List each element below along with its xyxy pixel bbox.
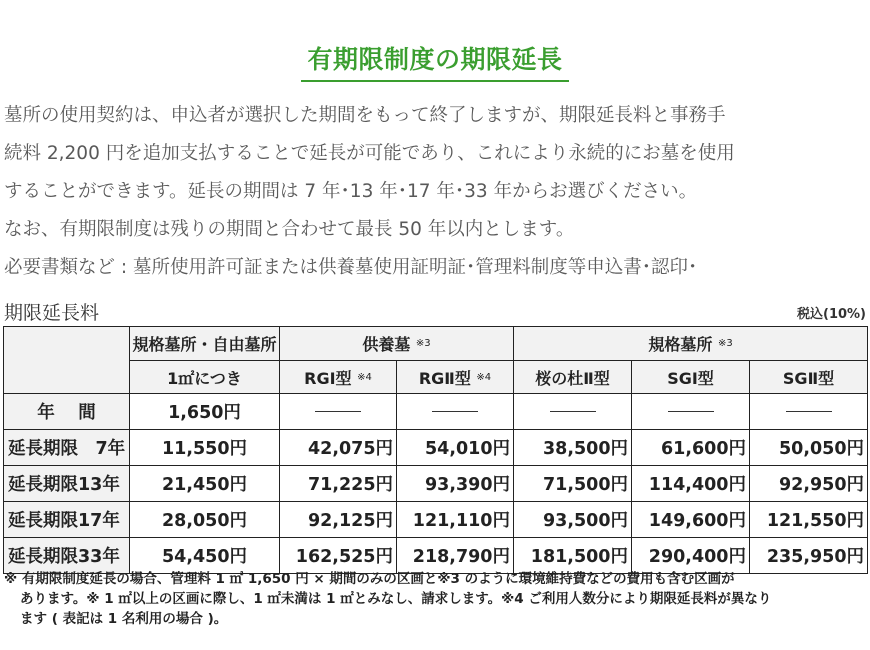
table-cell: 54,450円 <box>130 538 280 574</box>
table-cell: 61,600円 <box>632 430 750 466</box>
table-header-bar <box>4 298 866 325</box>
table-cell: 93,500円 <box>514 502 632 538</box>
header-corner <box>4 327 130 394</box>
header-group-standard-label: 規格墓所 <box>648 335 713 354</box>
header-group-standard-free: 規格墓所・自由墓所 <box>130 327 280 361</box>
note-marker: ※4 <box>476 371 492 383</box>
table-cell: 54,010円 <box>397 430 514 466</box>
table-cell: 235,950円 <box>750 538 868 574</box>
table-cell: 121,550円 <box>750 502 868 538</box>
table-cell: 71,225円 <box>280 466 397 502</box>
title-wrap <box>0 40 870 82</box>
table-cell: 1,650円 <box>130 394 280 430</box>
table-cell-dash <box>632 394 750 430</box>
header-row-1 <box>4 327 868 361</box>
extension-fee-table <box>3 326 868 574</box>
footnote-line: ※ 有期限制度延長の場合、管理料 1 ㎡ 1,650 円 × 期間のみの区画と※3 のように環境維持費などの費用も含む区画が <box>4 571 735 587</box>
table-cell: 290,400円 <box>632 538 750 574</box>
note-marker: ※4 <box>357 371 372 383</box>
intro-line: することができます。延長の期間は 7 年･13 年･17 年･33 年からお選びください。 <box>4 181 698 202</box>
intro-line: 続料 2,200 円を追加支払することで延長が可能であり、これにより永続的にお墓を使用 <box>4 143 735 164</box>
header-unit: 1㎡につき <box>130 361 280 394</box>
table-cell-dash <box>280 394 397 430</box>
table-cell: 162,525円 <box>280 538 397 574</box>
tax-note: 税込(10%) <box>797 307 866 322</box>
section-title: 期限延長料 <box>4 302 100 324</box>
table-cell: 92,950円 <box>750 466 868 502</box>
footnotes <box>4 569 864 629</box>
table-cell: 42,075円 <box>280 430 397 466</box>
row-label: 年 間 <box>4 394 130 430</box>
table-cell: 38,500円 <box>514 430 632 466</box>
header-group-kuyo <box>280 327 514 361</box>
header-col-label: RGⅠ型 <box>304 368 352 388</box>
header-col-sg2: SGⅡ型 <box>750 361 868 394</box>
header-col-rg1 <box>280 361 397 394</box>
table-cell: 92,125円 <box>280 502 397 538</box>
intro-text <box>4 97 866 287</box>
intro-line: なお、有期限制度は残りの期間と合わせて最長 50 年以内とします。 <box>4 219 575 240</box>
header-group-kuyo-label: 供養墓 <box>362 335 411 354</box>
header-col-rg2 <box>397 361 514 394</box>
table-cell: 50,050円 <box>750 430 868 466</box>
footnote-line: あります。※ 1 ㎡以上の区画に際し、1 ㎡未満は 1 ㎡とみなし、請求します。※4 ご利用人数分により期限延長料が異なり <box>20 591 772 607</box>
table-cell: 149,600円 <box>632 502 750 538</box>
page-title: 有期限制度の期限延長 <box>301 40 568 82</box>
table-row-13y <box>4 466 868 502</box>
table-cell: 93,390円 <box>397 466 514 502</box>
footnote-line: ます ( 表記は 1 名利用の場合 )。 <box>20 611 228 627</box>
row-label: 延長期限17年 <box>4 502 130 538</box>
table-cell-dash <box>397 394 514 430</box>
table-cell-dash <box>750 394 868 430</box>
table-cell: 11,550円 <box>130 430 280 466</box>
table-cell: 71,500円 <box>514 466 632 502</box>
table-cell: 21,450円 <box>130 466 280 502</box>
header-col-sg1: SGⅠ型 <box>632 361 750 394</box>
table-cell: 218,790円 <box>397 538 514 574</box>
header-col-label: RGⅡ型 <box>418 368 471 388</box>
row-label: 延長期限 7年 <box>4 430 130 466</box>
note-marker: ※3 <box>717 338 733 349</box>
intro-line: 墓所の使用契約は、申込者が選択した期間をもって終了しますが、期限延長料と事務手 <box>4 105 726 126</box>
table-row-17y <box>4 502 868 538</box>
header-col-sakura: 桜の杜Ⅱ型 <box>514 361 632 394</box>
table-cell: 114,400円 <box>632 466 750 502</box>
note-marker: ※3 <box>415 338 431 349</box>
header-row-2 <box>4 361 868 394</box>
intro-line: 必要書類など : 墓所使用許可証または供養墓使用証明証･管理料制度等申込書･認印･ <box>4 257 698 278</box>
header-group-standard <box>514 327 868 361</box>
table-cell: 181,500円 <box>514 538 632 574</box>
table-row-annual <box>4 394 868 430</box>
table-cell: 28,050円 <box>130 502 280 538</box>
table-cell: 121,110円 <box>397 502 514 538</box>
table-row-7y <box>4 430 868 466</box>
row-label: 延長期限33年 <box>4 538 130 574</box>
table-cell-dash <box>514 394 632 430</box>
row-label: 延長期限13年 <box>4 466 130 502</box>
